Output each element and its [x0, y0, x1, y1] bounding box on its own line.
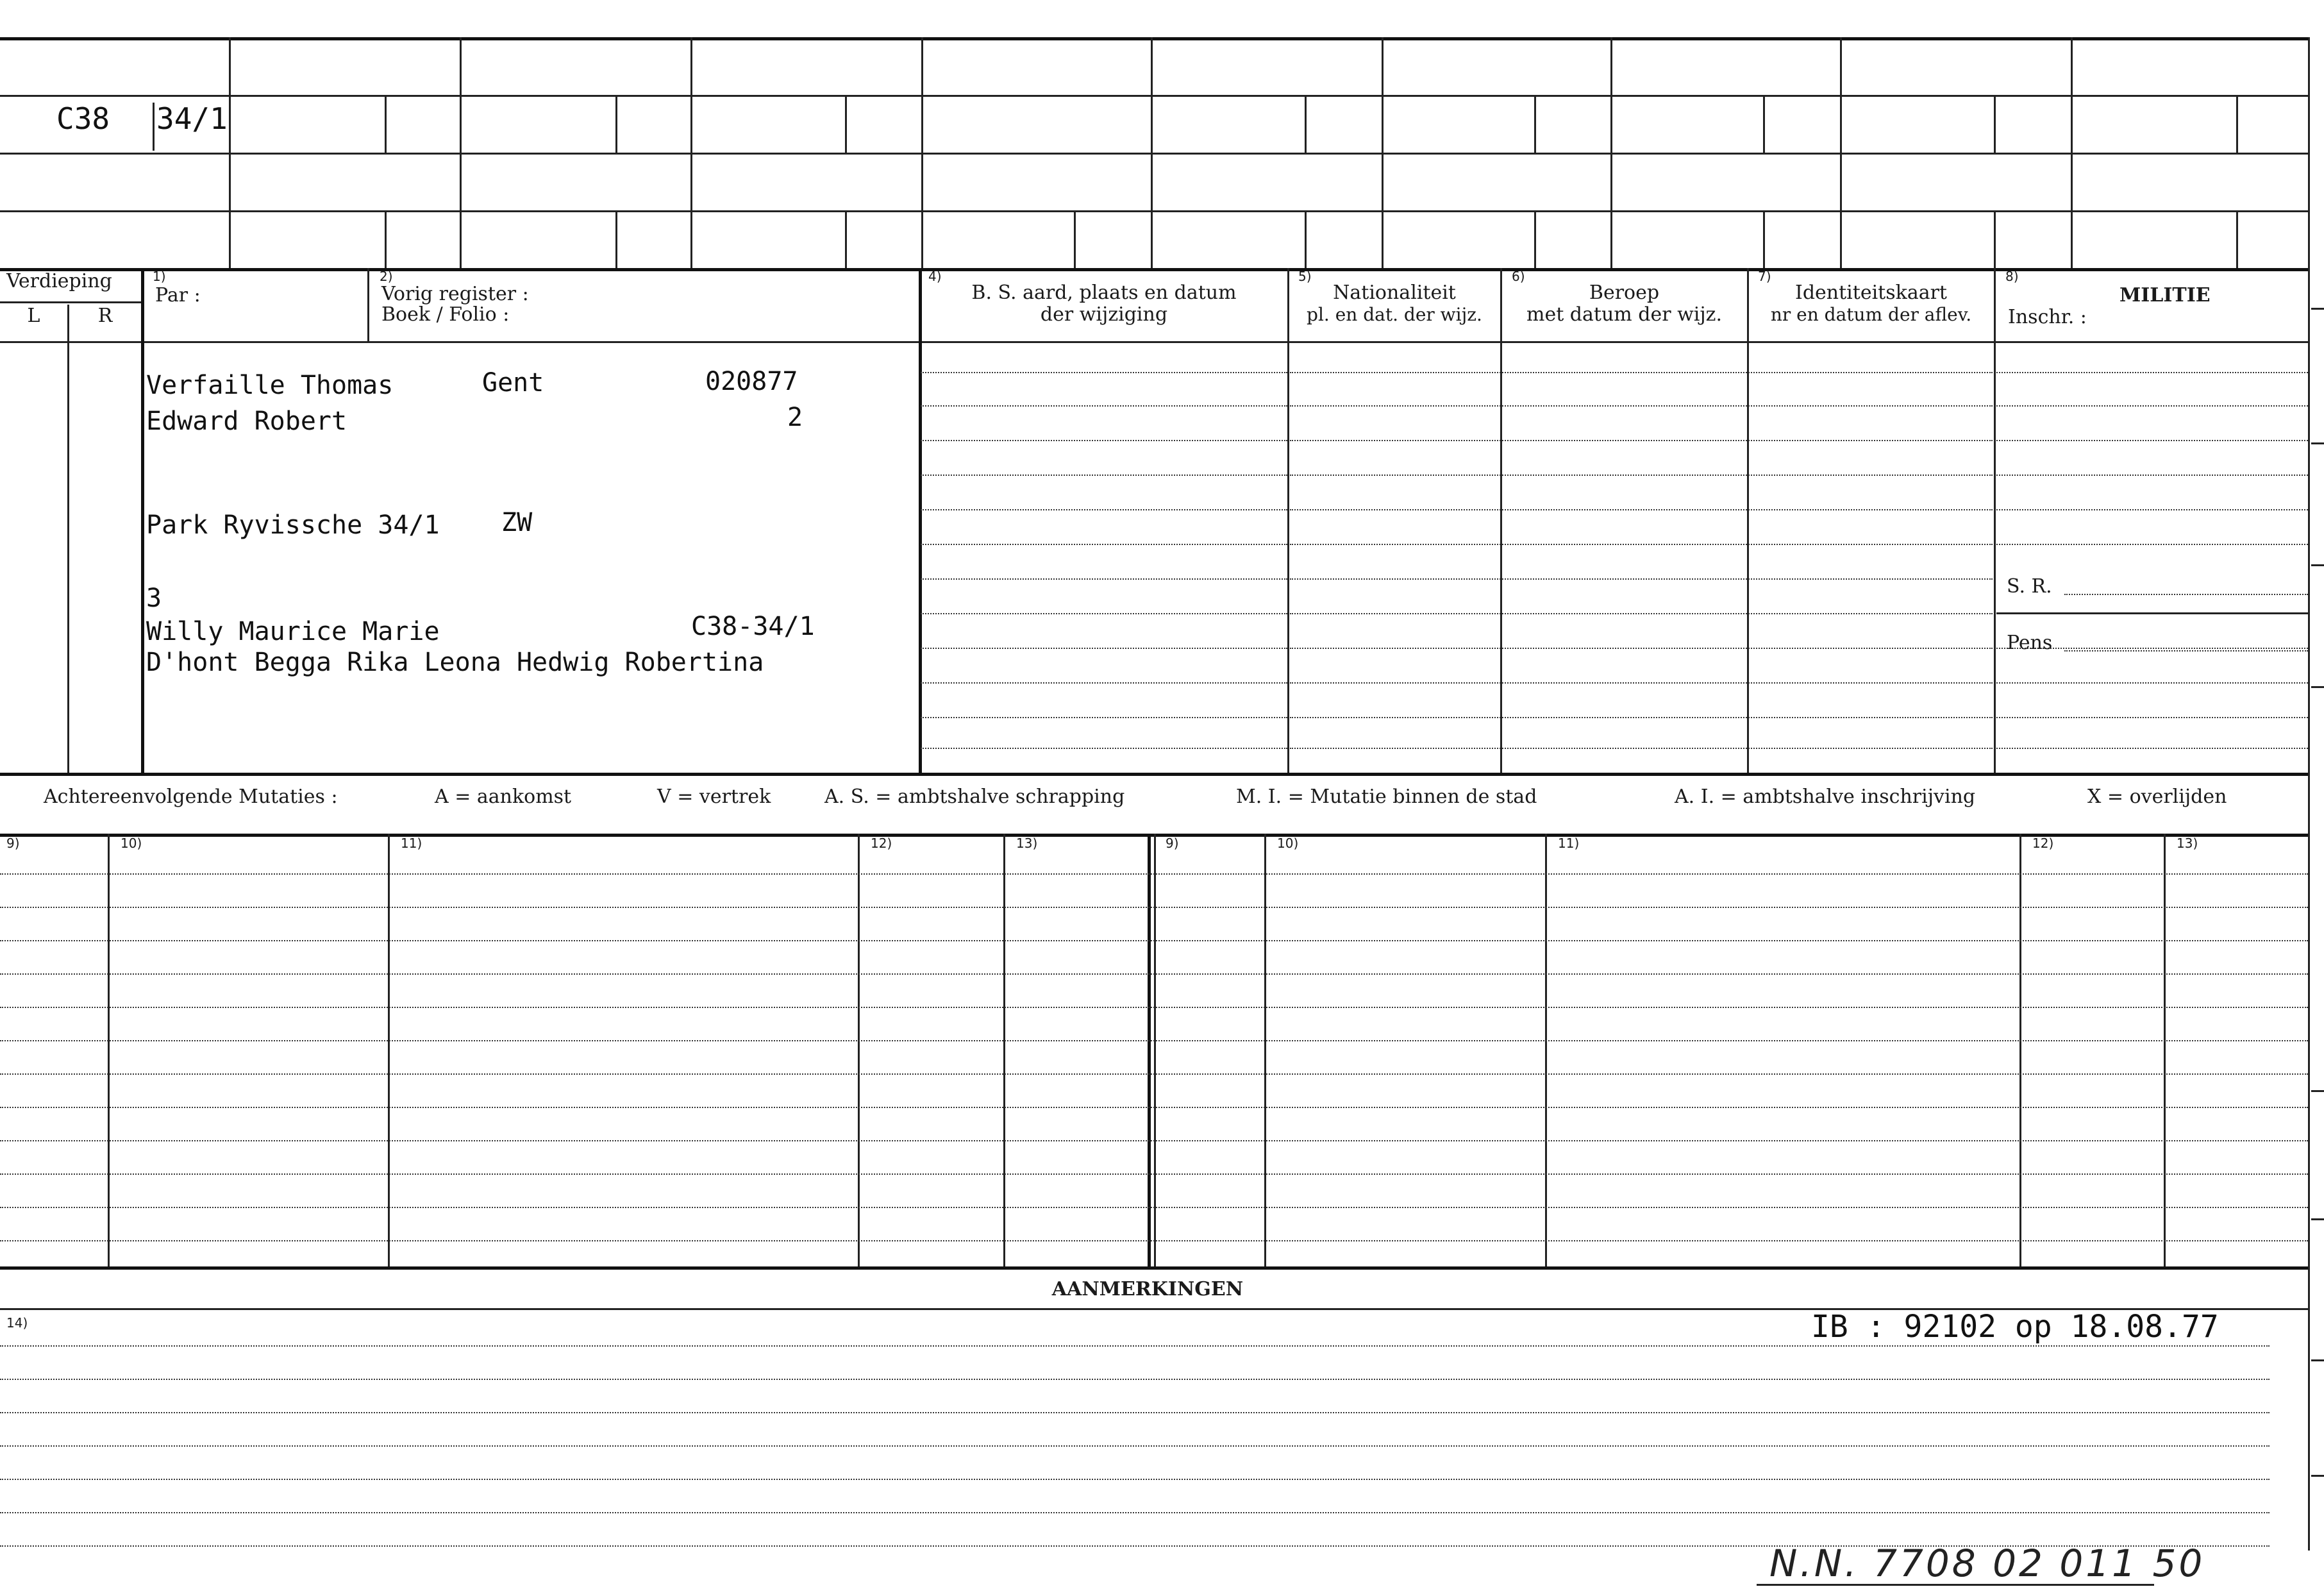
remarks-stamp: IB : 92102 op 18.08.77	[1811, 1309, 2219, 1345]
header-divider	[1382, 37, 1384, 268]
header-divider	[1151, 37, 1153, 268]
field-2-number: 2)	[380, 269, 393, 284]
record-household-count: 3	[146, 584, 162, 613]
field-1-number: 1)	[153, 269, 166, 284]
remarks-top-rule	[0, 1266, 2308, 1270]
header-divider	[229, 37, 231, 268]
col-11-right: 11)	[1558, 836, 1580, 851]
field-4-number: 4)	[928, 269, 942, 284]
header-subdivider	[1763, 95, 1765, 153]
verdieping-label: Verdieping	[6, 270, 112, 292]
mutations-title: Achtereenvolgende Mutaties :	[44, 786, 338, 808]
field-6-label-1: Beroep	[1589, 282, 1660, 304]
mutation-v: V = vertrek	[657, 786, 771, 808]
mutation-ai: A. I. = ambtshalve inschrijving	[1675, 786, 1976, 808]
field-5-label-2: pl. en dat. der wijz.	[1307, 304, 1482, 325]
header-divider	[690, 37, 692, 268]
pens-line	[2064, 650, 2308, 652]
col-divider	[1500, 268, 1502, 773]
header-subdivider	[1763, 210, 1765, 268]
heading-rule	[0, 341, 2308, 343]
header-subdivider	[845, 210, 847, 268]
mutation-x: X = overlijden	[2087, 786, 2227, 808]
col-13-right: 13)	[2177, 836, 2198, 851]
field-6-label-2: met datum der wijz.	[1526, 303, 1722, 326]
left-label: L	[27, 305, 40, 327]
sr-label: S. R.	[2007, 575, 2052, 598]
code-separator	[153, 103, 155, 151]
mutation-mi: M. I. = Mutatie binnen de stad	[1236, 786, 1537, 808]
mutation-as: A. S. = ambtshalve schrapping	[824, 786, 1125, 808]
header-subdivider	[845, 95, 847, 153]
col-divider	[141, 268, 144, 773]
col-10-left: 10)	[121, 836, 142, 851]
mutations-top-rule	[0, 773, 2308, 776]
header-rule	[0, 153, 2308, 155]
record-district: ZW	[501, 508, 533, 537]
header-subdivider	[1074, 210, 1076, 268]
inschr-label: Inschr. :	[2008, 306, 2087, 328]
col-10-right: 10)	[1277, 836, 1299, 851]
header-divider	[1840, 37, 1842, 268]
remarks-title: AANMERKINGEN	[1051, 1278, 1244, 1300]
militie-label: MILITIE	[2119, 284, 2211, 307]
header-subdivider	[385, 210, 387, 268]
col-divider	[1287, 268, 1289, 773]
header-divider	[2071, 37, 2073, 268]
record-father: Willy Maurice Marie	[146, 617, 440, 646]
field-7-number: 7)	[1758, 269, 1771, 284]
right-label: R	[97, 305, 113, 327]
field-5-label-1: Nationaliteit	[1333, 282, 1456, 304]
header-rule	[0, 95, 2308, 97]
pens-label: Pens	[2007, 632, 2053, 654]
col-13-left: 13)	[1016, 836, 1038, 851]
header-subdivider	[385, 95, 387, 153]
code-sub: 34/1	[156, 101, 228, 136]
header-subdivider	[1994, 210, 1996, 268]
header-divider	[460, 37, 462, 268]
header-subdivider	[615, 210, 617, 268]
code-main: C38	[56, 101, 110, 136]
national-number: N.N. 7708 02 011 50	[1769, 1542, 2205, 1585]
header-subdivider	[1534, 95, 1536, 153]
header-rule	[0, 210, 2308, 212]
record-birthplace: Gent	[482, 368, 544, 398]
field-6-number: 6)	[1512, 269, 1525, 284]
header-top-rule	[0, 37, 2308, 40]
header-subdivider	[2236, 95, 2238, 153]
header-divider	[1610, 37, 1612, 268]
header-subdivider	[615, 95, 617, 153]
verdieping-rule	[0, 301, 141, 303]
header-bottom-rule	[0, 268, 2308, 271]
header-subdivider	[1534, 210, 1536, 268]
mutation-a: A = aankomst	[435, 786, 572, 808]
sr-line	[2064, 594, 2308, 595]
field-4-label-1: B. S. aard, plaats en datum	[971, 282, 1237, 304]
record-sex-code: 2	[787, 403, 803, 432]
record-household-ref: C38-34/1	[691, 612, 815, 641]
field-2-label-1: Vorig register :	[381, 283, 529, 305]
national-number-underline	[1757, 1584, 2154, 1586]
header-subdivider	[1305, 95, 1307, 153]
col-divider	[367, 268, 369, 341]
field-7-label-1: Identiteitskaart	[1795, 282, 1947, 304]
lr-divider	[67, 305, 69, 773]
field-4-label-2: der wijziging	[1040, 303, 1168, 326]
record-date-code: 020877	[705, 367, 798, 396]
header-divider	[921, 37, 923, 268]
field-5-number: 5)	[1298, 269, 1312, 284]
col-12-left: 12)	[871, 836, 892, 851]
header-divider	[2308, 37, 2310, 268]
col-9-right: 9)	[1166, 836, 1179, 851]
header-subdivider	[1994, 95, 1996, 153]
col-11-left: 11)	[401, 836, 422, 851]
field-1-label: Par :	[155, 284, 201, 307]
field-2-label-2: Boek / Folio :	[381, 303, 510, 326]
col-9-left: 9)	[6, 836, 20, 851]
record-mother: D'hont Begga Rika Leona Hedwig Robertina	[146, 648, 764, 677]
col-divider	[919, 268, 922, 773]
record-name: Verfaille Thomas	[146, 371, 394, 400]
record-given-names: Edward Robert	[146, 407, 347, 436]
col-divider	[1994, 268, 1996, 773]
col-12-right: 12)	[2032, 836, 2054, 851]
field-8-number: 8)	[2005, 269, 2019, 284]
field-7-label-2: nr en datum der aflev.	[1770, 304, 1972, 325]
header-subdivider	[1305, 210, 1307, 268]
record-address: Park Ryvissche 34/1	[146, 510, 440, 540]
remarks-number: 14)	[6, 1315, 28, 1331]
col-divider	[1747, 268, 1749, 773]
header-subdivider	[2236, 210, 2238, 268]
